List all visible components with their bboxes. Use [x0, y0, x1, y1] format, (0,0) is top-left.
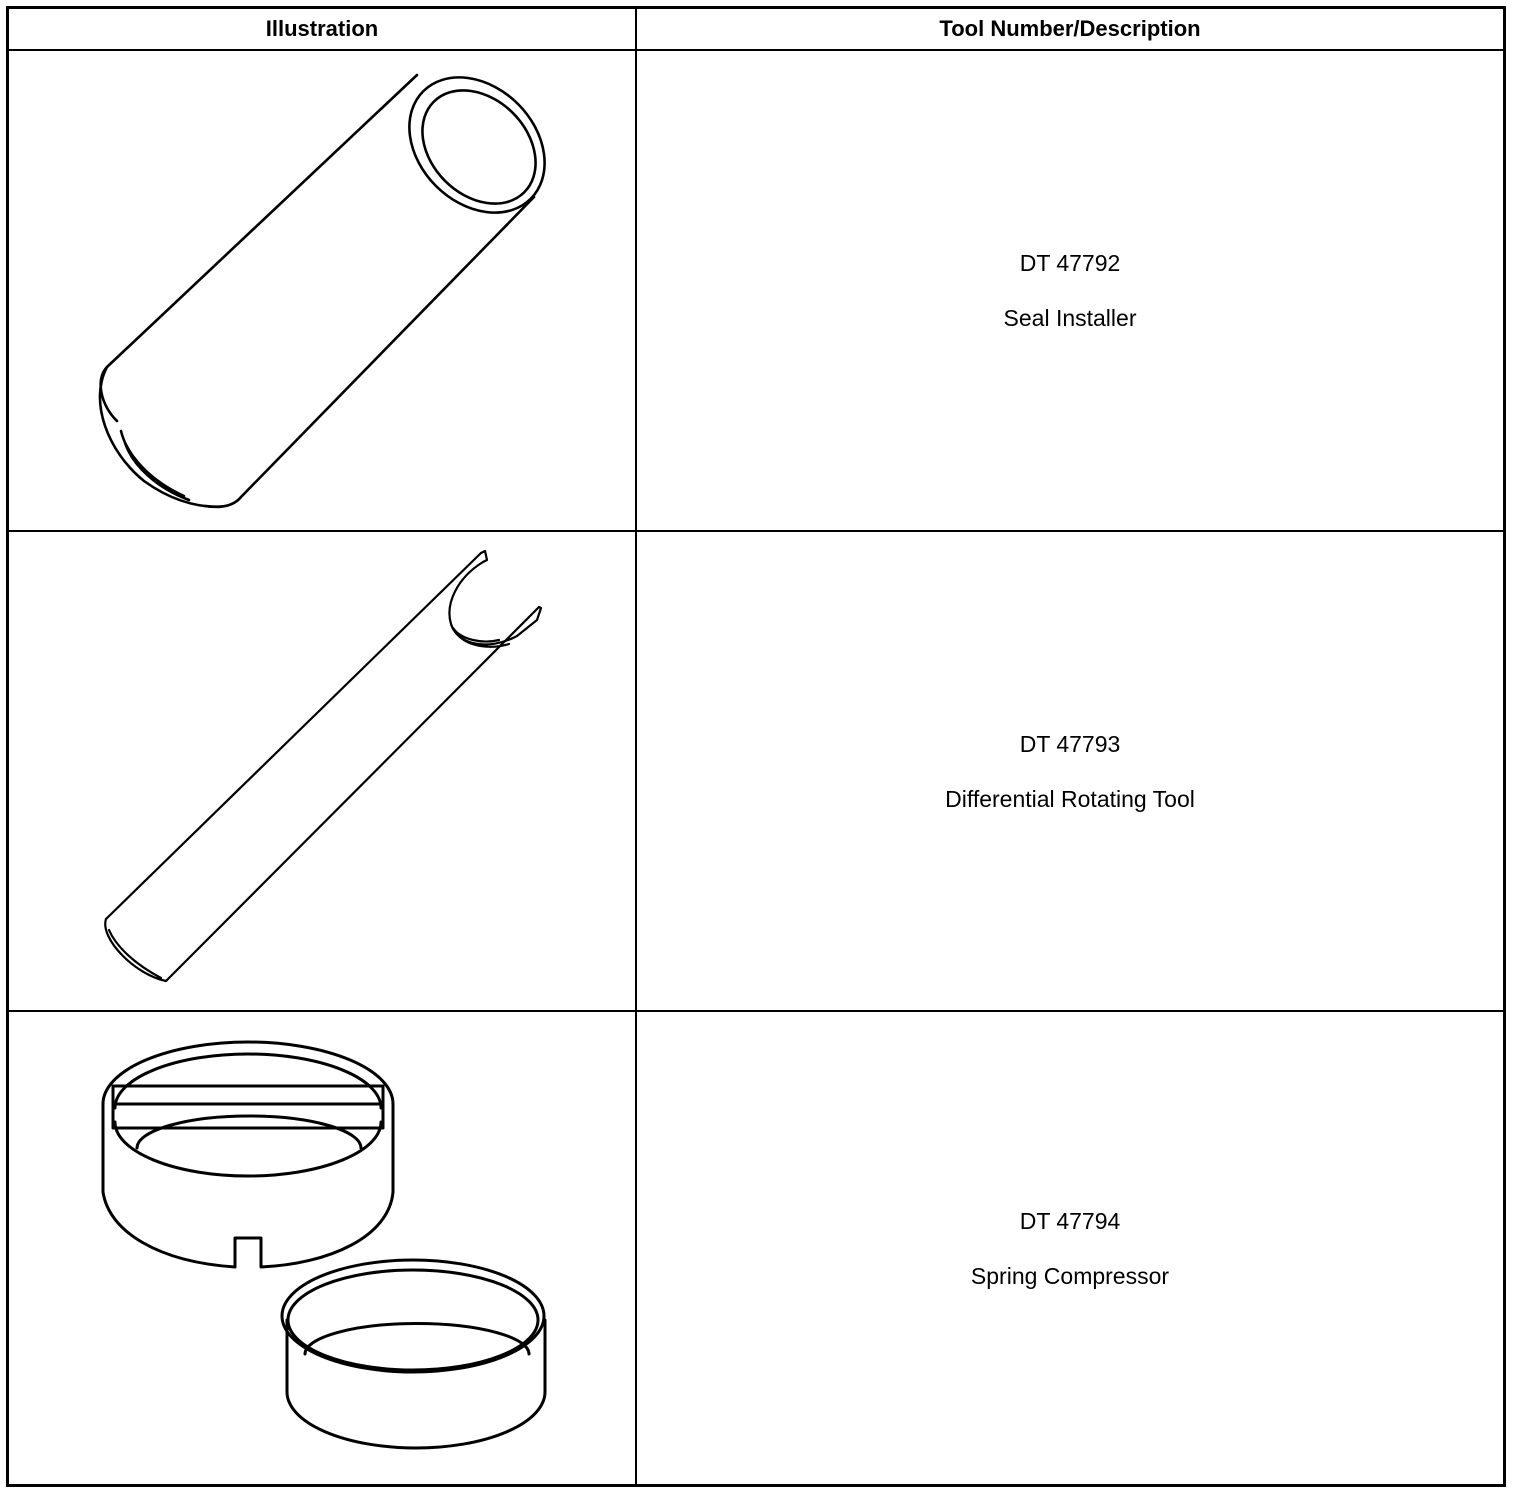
- tool-description: Seal Installer: [1003, 305, 1137, 331]
- table-row: [9, 51, 1503, 532]
- description-cell: [637, 1012, 1503, 1484]
- tool-description: Spring Compressor: [970, 1262, 1170, 1289]
- illustration-cell: [9, 1012, 635, 1484]
- tool-number: DT 47792: [1019, 250, 1121, 276]
- seal-installer-drawing: [9, 51, 635, 530]
- special-tools-table: [6, 6, 1506, 1487]
- differential-rotating-tool-drawing: [9, 532, 635, 1010]
- illustration-cell: [9, 51, 635, 530]
- tool-number: DT 47794: [1019, 1207, 1121, 1234]
- description-cell: [637, 532, 1503, 1010]
- spring-compressor-drawing: [9, 1012, 635, 1484]
- table-row: [9, 532, 1503, 1012]
- illustration-column-header: Illustration: [265, 16, 379, 41]
- table-row: [9, 1012, 1503, 1484]
- tool-column-header: Tool Number/Description: [939, 16, 1201, 41]
- table-header-row: [9, 9, 1503, 51]
- tool-number: DT 47793: [1019, 730, 1121, 757]
- illustration-cell: [9, 532, 635, 1010]
- description-cell: [637, 51, 1503, 530]
- tool-description: Differential Rotating Tool: [945, 785, 1195, 812]
